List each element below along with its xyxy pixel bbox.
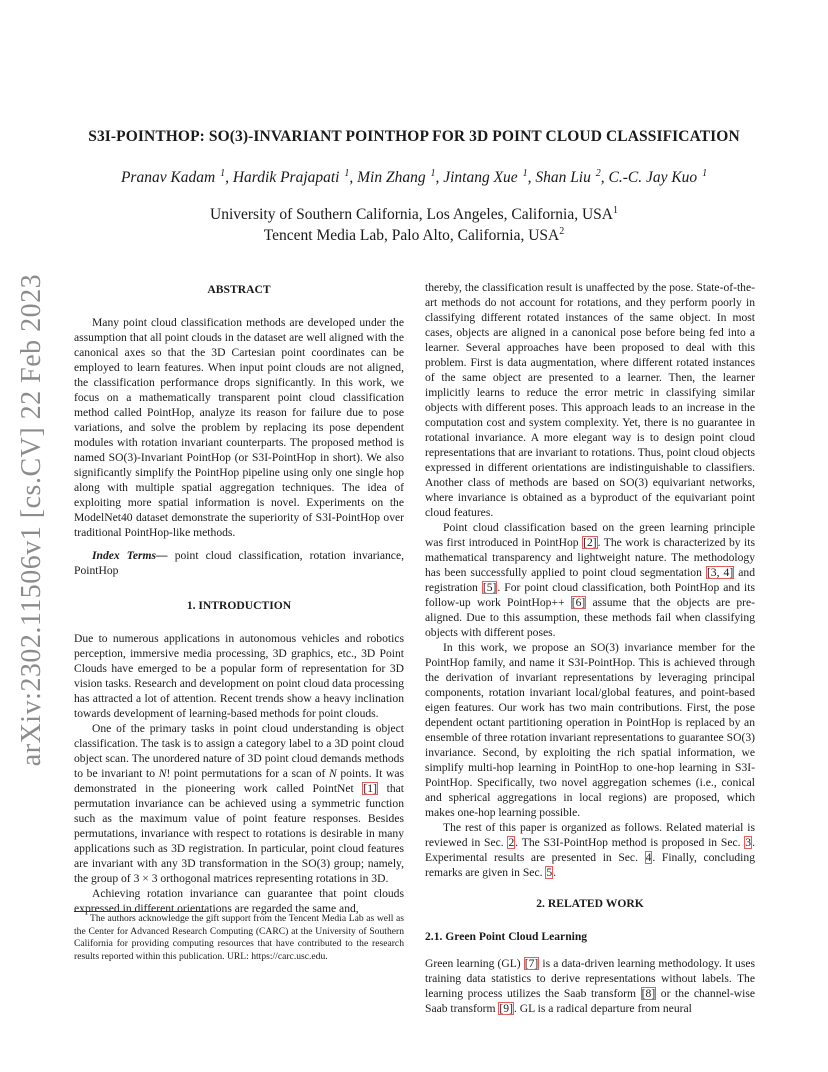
citation-link[interactable]: [6]: [571, 596, 586, 609]
author: Hardik Prajapati $^1$,: [232, 168, 358, 187]
citation-link[interactable]: [3, 4]: [706, 566, 734, 579]
author: Pranav Kadam $^1$,: [120, 168, 233, 187]
intro-paragraph: Achieving rotation invariance can guarantee that point clouds expressed in different orientations are regarded the same and,: [74, 887, 404, 915]
abstract-heading: ABSTRACT: [207, 283, 271, 296]
intro-paragraph: Due to numerous applications in autonomous vehicles and robotics perception, immersive media processing, 3D graphics, etc., 3D Point Clouds have emerged to be a popular form of representation for 3D vision tasks. Research and development on point cloud data processing has attracted a lot of attention. Recent trends show a heavy inclination towards development of learning-based methods for point clouds.: [74, 632, 404, 720]
related-work-heading: 2. RELATED WORK: [536, 897, 644, 910]
paper-title: S3I-POINTHOP: SO(3)-INVARIANT POINTHOP FOR 3D POINT CLOUD CLASSIFICATION: [88, 128, 740, 145]
citation-link[interactable]: [8]: [641, 987, 656, 1000]
arxiv-stamp: [12, 273, 52, 767]
body-paragraph: Green learning (GL) [7] is a data-driven learning methodology. It uses training data statistics to derive representations without labels. The learning process utilizes the Saab transform [8] or the channel-wise Saab transform [9]. GL is a radical departure from neural: [425, 957, 755, 1015]
section-link[interactable]: 4: [645, 851, 652, 864]
body-paragraph: Point cloud classification based on the green learning principle was first introduced in PointHop [2]. The work is characterized by its mathematical transparency and lightweight nature. The methodology has been successfully applied to point cloud segmentation [3, 4] and registration [5]. For point cloud classification, both PointHop and its follow-up work PointHop++ [6] assume that the objects are pre-aligned. Due to this assumption, these methods fail when classifying objects with different poses.: [425, 521, 755, 639]
citation-link[interactable]: [7]: [524, 957, 539, 970]
section-link[interactable]: 5: [546, 866, 553, 879]
citation-link[interactable]: [5]: [482, 581, 497, 594]
body-paragraph: The rest of this paper is organized as follows. Related material is reviewed in Sec. 2. The S3I-PointHop method is proposed in Sec. 3. Experimental results are presented in Sec. 4. Finally, concluding remarks are given in Sec. 5.: [425, 821, 755, 879]
intro-heading: 1. INTRODUCTION: [186, 599, 292, 612]
footnote-rule: [74, 911, 206, 912]
author-list: [60, 168, 768, 187]
arxiv-id: arXiv:2302.11506v1 [cs.CV] 22 Feb 2023: [16, 273, 47, 767]
author: Min Zhang $^1$,: [357, 168, 444, 187]
author: Jintang Xue $^1$,: [443, 168, 536, 187]
subsection-heading: 2.1. Green Point Cloud Learning: [425, 930, 588, 943]
citation-link[interactable]: [9]: [499, 1002, 513, 1015]
section-link[interactable]: 3: [745, 836, 752, 849]
body-paragraph: In this work, we propose an SO(3) invariance member for the PointHop family, and name it S3I-PointHop. This is achieved through the derivation of invariant representations by leveraging principal components, rotation invariant local/global features, and point-based eigen features. Our work has two main contributions. First, the pose dependent octant partitioning operation in PointHop is replaced by an ensemble of three rotation invariant representations to guarantee SO(3) invariance. Second, by exploiting the rich spatial information, we simplify multi-hop learning in PointHop to one-hop learning in S3I-PointHop. Specifically, two novel aggregation schemes (i.e., conical and spherical aggregations in local regions) are proposed, which makes one-hop learning possible.: [425, 641, 755, 819]
author: Shan Liu $^2$,: [535, 168, 609, 187]
right-column: [425, 280, 755, 1016]
body-paragraph: thereby, the classification result is unaffected by the pose. State-of-the-art methods do not account for rotations, and they perform poorly in classifying different rotated instances of the same object. In most cases, objects are aligned in a canonical pose before being fed into a learner. Several approaches have been proposed to deal with this problem. First is data augmentation, where different rotated instances of the same object are presented to a learner. Then, the learner implicitly learns to reduce the error metric in classifying similar objects with different poses. This approach leads to an increase in the computation cost and system complexity. Yet, there is no guarantee in rotational invariance. A more elegant way is to design point cloud representations that are invariant to rotations. Thus, point cloud objects expressed in different orientations are indistinguishable to classifiers. Another class of methods are based on SO(3) equivariant networks, where invariance is obtained as a byproduct of the equivariant point cloud features.: [425, 281, 755, 519]
left-column: [74, 282, 404, 916]
footnote: The authors acknowledge the gift support from the Tencent Media Lab as well as the Center for Advanced Research Computing (CARC) at the University of Southern California for providing computing resources that have contributed to the research results reported within this publication. URL: https://carc.usc.edu.: [74, 913, 404, 962]
citation-link[interactable]: [2]: [583, 536, 597, 549]
index-terms: Index Terms— point cloud classification, rotation invariance, PointHop: [74, 549, 404, 577]
affiliation-2: Tencent Media Lab, Palo Alto, California, USA$^2$: [263, 226, 565, 245]
affiliation-1: University of Southern California, Los Angeles, California, USA$^1$: [210, 205, 618, 224]
abstract-text: Many point cloud classification methods are developed under the assumption that all point clouds in the dataset are well aligned with the canonical axes so that the 3D Cartesian point coordinates can be employed to learn features. When input point clouds are not aligned, the classification performance drops significantly. In this work, we focus on a mathematically transparent point cloud classification method called PointHop, analyze its reason for failure due to pose variations, and solve the problem by replacing its pose dependent modules with rotation invariant counterparts. The proposed method is named SO(3)-Invariant PointHop (or S3I-PointHop in short). We also significantly simplify the PointHop pipeline using only one single hop along with multiple spatial aggregation techniques. The idea of exploiting more spatial information is novel. Experiments on the ModelNet40 dataset demonstrate the superiority of S3I-PointHop over traditional PointHop-like methods.: [74, 316, 404, 539]
citation-link[interactable]: [1]: [363, 782, 377, 795]
author: C.-C. Jay Kuo $^1$: [608, 168, 708, 187]
intro-paragraph: One of the primary tasks in point cloud understanding is object classification. The task is to assign a category label to a 3D point cloud object scan. The unordered nature of 3D point cloud demands methods to be invariant to N! point permutations for a scan of N points. It was demonstrated in the pioneering work called PointNet [1] that permutation invariance can be achieved using a symmetric function such as the maximum value of point feature responses. Besides permutations, invariance with respect to rotations is desirable in many applications such as 3D registration. In particular, point cloud features are invariant with any 3D transformation in the SO(3) group; namely, the group of 3 × 3 orthogonal matrices representing rotations in 3D.: [74, 722, 404, 885]
section-link[interactable]: 2: [508, 836, 515, 849]
